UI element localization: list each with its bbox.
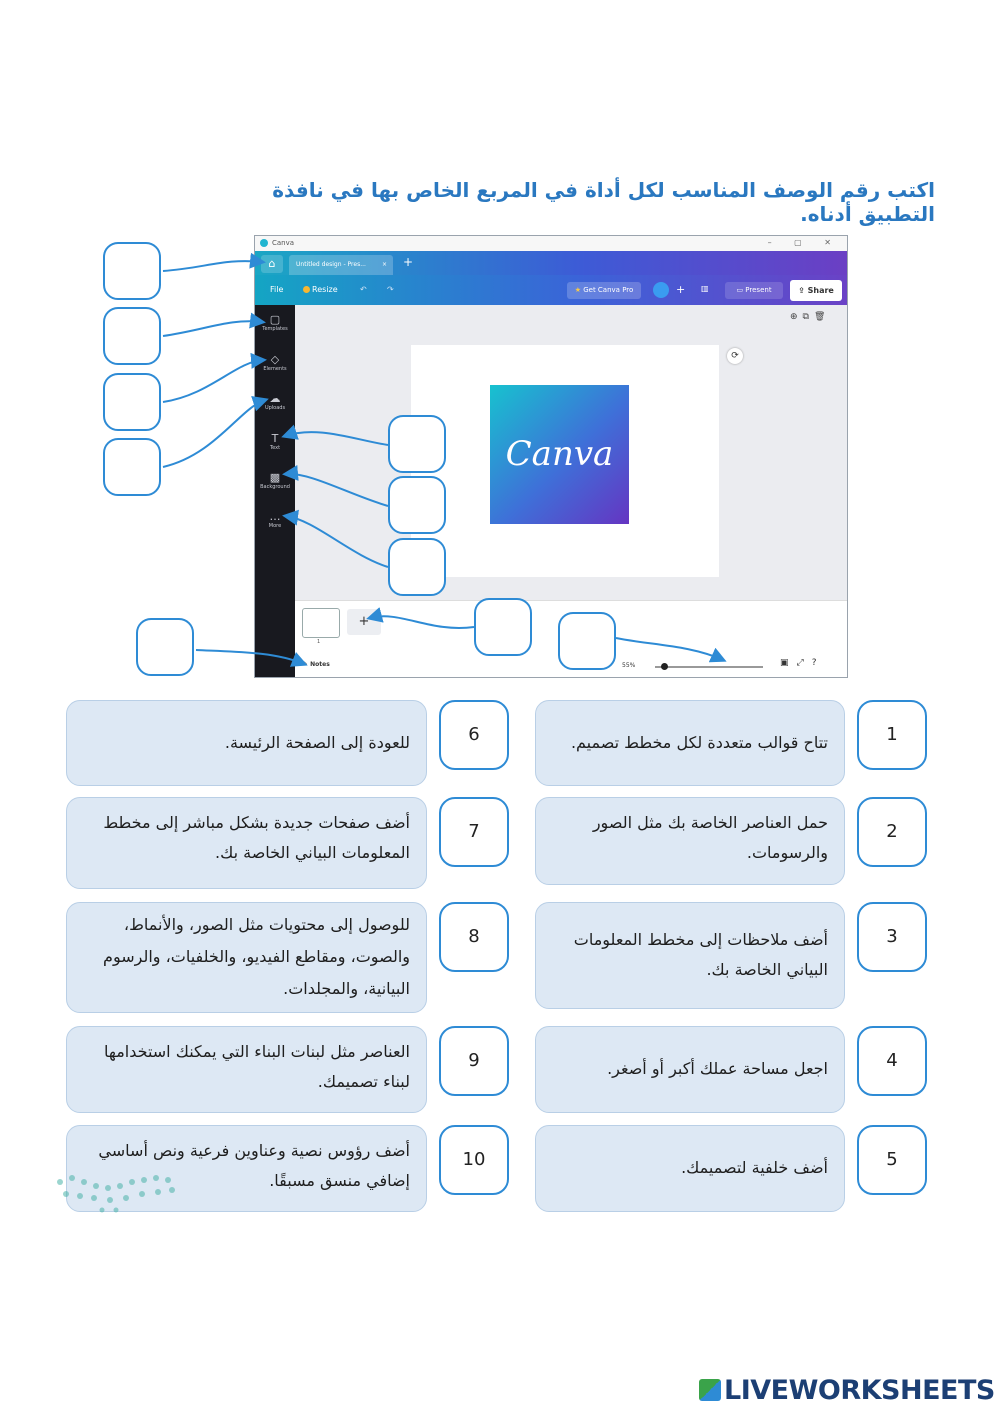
description-9: العناصر مثل لبنات البناء التي يمكنك استخدامها لبناء تصميمك. [66,1026,427,1113]
answer-box-home[interactable] [103,242,161,300]
redo-icon[interactable]: ↷ [387,285,394,294]
number-label-2: 2 [857,797,927,867]
close-icon[interactable]: × [381,261,387,268]
tab-label: Untitled design - Pres... [296,261,366,268]
add-page-button[interactable]: + [347,609,381,635]
notes-icon: ✎ [303,661,309,668]
number-label-8: 8 [439,902,509,972]
sidebar-item-background[interactable]: ▩ Background [255,471,295,490]
insights-icon[interactable]: ▥ [701,284,709,293]
elements-icon: ◇ [270,353,280,366]
window-controls[interactable]: – ▢ ✕ [767,238,841,247]
text-icon: T [271,432,279,445]
notes-button[interactable]: ✎ Notes [303,661,330,668]
answer-box-notes[interactable] [136,618,194,676]
description-7: أضف صفحات جديدة بشكل مباشر إلى مخطط المعلومات البياني الخاصة بك. [66,797,427,889]
share-icon: ⇪ [798,286,805,295]
number-label-9: 9 [439,1026,509,1096]
refresh-icon[interactable]: ⟳ [727,348,743,364]
present-button[interactable]: ▭ Present [725,282,783,299]
share-button[interactable]: ⇪ Share [790,280,842,301]
window-title: Canva [272,239,295,247]
zoom-level: 55% [622,662,636,669]
number-label-1: 1 [857,700,927,770]
sidebar-item-templates[interactable]: ▢ Templates [255,313,295,332]
description-2: حمل العناصر الخاصة بك مثل الصور والرسومات. [535,797,845,885]
description-6: للعودة إلى الصفحة الرئيسة. [66,700,427,786]
instruction-heading: اكتب رقم الوصف المناسب لكل أداة في المربع الخاص بها في نافذة التطبيق أدناه. [272,178,935,226]
description-5: أضف خلفية لتصميمك. [535,1125,845,1212]
add-member-button[interactable]: + [676,283,686,296]
description-4: اجعل مساحة عملك أكبر أو أصغر. [535,1026,845,1113]
page-number: 1 [317,639,321,645]
sidebar-item-elements[interactable]: ◇ Elements [255,353,295,372]
view-controls[interactable]: ▣⤢? [780,658,825,668]
answer-box-elements[interactable] [103,373,161,431]
answer-box-zoom[interactable] [558,612,616,670]
number-label-6: 6 [439,700,509,770]
number-label-5: 5 [857,1125,927,1195]
page-tools[interactable]: ⊕⧉🗑 [790,312,831,322]
sidebar-item-more[interactable]: … More [255,510,295,529]
liveworksheets-watermark: LIVEWORKSHEETS [699,1375,995,1406]
background-icon: ▩ [269,471,281,484]
number-label-10: 10 [439,1125,509,1195]
undo-icon[interactable]: ↶ [360,285,367,294]
more-icon: … [269,510,281,523]
uploads-icon: ☁ [269,392,281,405]
liveworksheets-logo-icon [699,1379,721,1401]
new-tab-button[interactable]: + [403,255,414,269]
answer-box-background[interactable] [388,476,446,534]
file-menu[interactable]: File [270,285,284,294]
answer-box-more[interactable] [388,538,446,596]
number-label-4: 4 [857,1026,927,1096]
present-icon: ▭ [736,286,744,294]
answer-box-add-page[interactable] [474,598,532,656]
resize-button[interactable]: Resize [303,285,338,294]
description-1: تتاح قوالب متعددة لكل مخطط تصميم. [535,700,845,786]
canva-logo-image[interactable]: Canva [490,385,629,524]
answer-box-text[interactable] [388,415,446,473]
templates-icon: ▢ [269,313,281,326]
answer-box-templates[interactable] [103,307,161,365]
sidebar-item-text[interactable]: T Text [255,432,295,451]
ministry-dots-logo [52,1170,182,1216]
description-10: أضف رؤوس نصية وعناوين فرعية ونص أساسي إضافي منسق مسبقًا. [66,1125,427,1212]
get-pro-button[interactable]: ★ Get Canva Pro [567,282,641,299]
description-3: أضف ملاحظات إلى مخطط المعلومات البياني الخاصة بك. [535,902,845,1009]
sidebar-item-uploads[interactable]: ☁ Uploads [255,392,295,411]
number-label-3: 3 [857,902,927,972]
answer-box-uploads[interactable] [103,438,161,496]
description-8: للوصول إلى محتويات مثل الصور، والأنماط، والصوت، ومقاطع الفيديو، والخلفيات، والرسوم البيانية، والمجلدات. [66,902,427,1013]
number-label-7: 7 [439,797,509,867]
home-icon[interactable]: ⌂ [261,255,283,273]
